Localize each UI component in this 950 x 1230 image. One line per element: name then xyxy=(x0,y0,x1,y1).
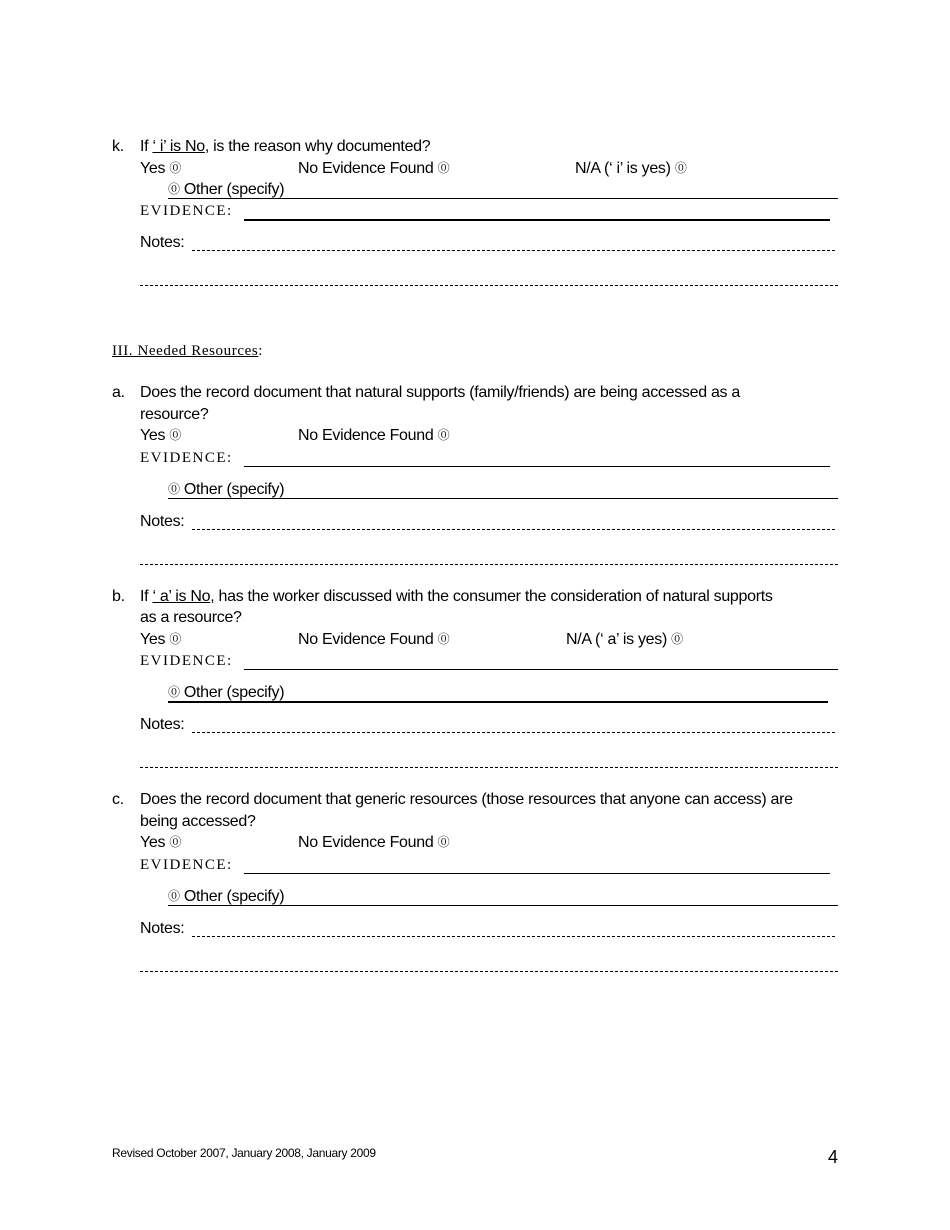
item-b-question-line1 xyxy=(140,587,773,607)
section-title-colon: : xyxy=(258,343,264,359)
item-a-no-evidence-option[interactable] xyxy=(298,426,449,446)
item-a-other-line[interactable] xyxy=(168,498,838,499)
item-b-yes-label: Yes xyxy=(140,631,166,648)
item-a-notes-line[interactable] xyxy=(192,529,835,530)
item-c-yes-option[interactable] xyxy=(140,833,181,853)
item-c-other-option[interactable] xyxy=(168,887,284,907)
item-k-no-evidence-label: No Evidence Found xyxy=(298,160,434,177)
radio-icon[interactable]: ⓪ xyxy=(437,161,450,175)
item-c-question-line1: Does the record document that generic resources (those resources that anyone can access) are xyxy=(140,791,793,808)
radio-icon[interactable]: ⓪ xyxy=(168,685,180,699)
item-k-other-option[interactable] xyxy=(168,180,284,200)
section-title xyxy=(112,341,263,361)
item-b-no-evidence-option[interactable] xyxy=(298,630,449,650)
item-k-na-label: N/A (‘ i’ is yes) xyxy=(575,160,671,177)
item-b-notes-line[interactable] xyxy=(192,732,835,733)
item-c-yes-label: Yes xyxy=(140,834,166,851)
radio-icon[interactable]: ⓪ xyxy=(437,632,450,646)
footer-revised: Revised October 2007, January 2008, January 2009 xyxy=(112,1146,376,1160)
radio-icon[interactable]: ⓪ xyxy=(671,632,683,646)
item-k-yes-option[interactable] xyxy=(140,159,181,179)
item-b-marker: b. xyxy=(112,588,125,605)
radio-icon[interactable]: ⓪ xyxy=(169,428,182,442)
radio-icon[interactable]: ⓪ xyxy=(168,482,180,496)
item-b-question-ref: ‘ a’ is No xyxy=(152,588,211,605)
section-title-text: III. Needed Resources xyxy=(112,343,259,359)
item-c-notes-label: Notes: xyxy=(140,920,185,937)
item-c-evidence-line[interactable] xyxy=(244,873,830,874)
item-k-question xyxy=(140,137,430,157)
item-a-notes-line-2[interactable] xyxy=(140,564,838,565)
radio-icon[interactable]: ⓪ xyxy=(437,835,450,849)
item-b-other-label: Other (specify) xyxy=(183,684,285,701)
item-b-no-evidence-label: No Evidence Found xyxy=(298,631,434,648)
item-c-notes-line-2[interactable] xyxy=(140,971,838,972)
item-a-marker: a. xyxy=(112,384,125,401)
item-k-no-evidence-option[interactable] xyxy=(298,159,449,179)
item-a-other-label: Other (specify) xyxy=(183,481,285,498)
item-k-question-suffix: , is the reason why documented? xyxy=(204,138,431,155)
item-k-notes-line-2[interactable] xyxy=(140,285,838,286)
item-b-evidence-label: EVIDENCE: xyxy=(140,653,233,669)
radio-icon[interactable]: ⓪ xyxy=(674,161,687,175)
item-c-no-evidence-label: No Evidence Found xyxy=(298,834,434,851)
item-b-notes-line-2[interactable] xyxy=(140,767,838,768)
item-k-question-ref: ‘ i’ is No xyxy=(152,138,205,155)
item-b-question-line2: as a resource? xyxy=(140,609,242,626)
radio-icon[interactable]: ⓪ xyxy=(168,889,180,903)
item-c-question-line2: being accessed? xyxy=(140,813,256,830)
item-k-marker: k. xyxy=(112,138,124,155)
item-k-evidence-line[interactable] xyxy=(244,219,830,221)
item-b-na-label: N/A (‘ a’ is yes) xyxy=(566,631,667,648)
radio-icon[interactable]: ⓪ xyxy=(169,632,182,646)
radio-icon[interactable]: ⓪ xyxy=(169,161,182,175)
item-k-notes-label: Notes: xyxy=(140,234,185,251)
item-a-question-line2: resource? xyxy=(140,406,209,423)
item-c-other-label: Other (specify) xyxy=(183,888,285,905)
item-a-yes-label: Yes xyxy=(140,427,166,444)
item-k-other-line[interactable] xyxy=(168,198,838,199)
item-b-yes-option[interactable] xyxy=(140,630,181,650)
item-k-na-option[interactable] xyxy=(575,159,687,179)
item-a-notes-label: Notes: xyxy=(140,513,185,530)
item-b-other-line[interactable] xyxy=(168,701,828,703)
item-c-other-line[interactable] xyxy=(168,905,838,906)
radio-icon[interactable]: ⓪ xyxy=(169,835,182,849)
item-b-other-option[interactable] xyxy=(168,683,284,703)
item-b-evidence-line[interactable] xyxy=(244,669,838,670)
item-b-question-suffix: , has the worker discussed with the consumer the consideration of natural supports xyxy=(210,588,773,605)
item-c-notes-line[interactable] xyxy=(192,936,835,937)
item-k-other-label: Other (specify) xyxy=(183,181,285,198)
radio-icon[interactable]: ⓪ xyxy=(168,182,180,196)
item-a-other-option[interactable] xyxy=(168,480,284,500)
item-b-na-option[interactable] xyxy=(566,630,683,650)
item-a-evidence-line[interactable] xyxy=(244,466,830,467)
item-k-question-prefix: If xyxy=(140,138,153,155)
item-b-question-prefix: If xyxy=(140,588,153,605)
item-c-marker: c. xyxy=(112,791,124,808)
item-k-evidence-label: EVIDENCE: xyxy=(140,203,233,219)
radio-icon[interactable]: ⓪ xyxy=(437,428,450,442)
item-c-evidence-label: EVIDENCE: xyxy=(140,857,233,873)
item-a-no-evidence-label: No Evidence Found xyxy=(298,427,434,444)
item-c-no-evidence-option[interactable] xyxy=(298,833,449,853)
item-a-evidence-label: EVIDENCE: xyxy=(140,450,233,466)
item-k-yes-label: Yes xyxy=(140,160,166,177)
item-a-question-line1: Does the record document that natural supports (family/friends) are being accessed as a xyxy=(140,384,741,401)
page-number: 4 xyxy=(828,1147,839,1167)
item-b-notes-label: Notes: xyxy=(140,716,185,733)
item-a-yes-option[interactable] xyxy=(140,426,181,446)
item-k-notes-line[interactable] xyxy=(192,250,835,251)
